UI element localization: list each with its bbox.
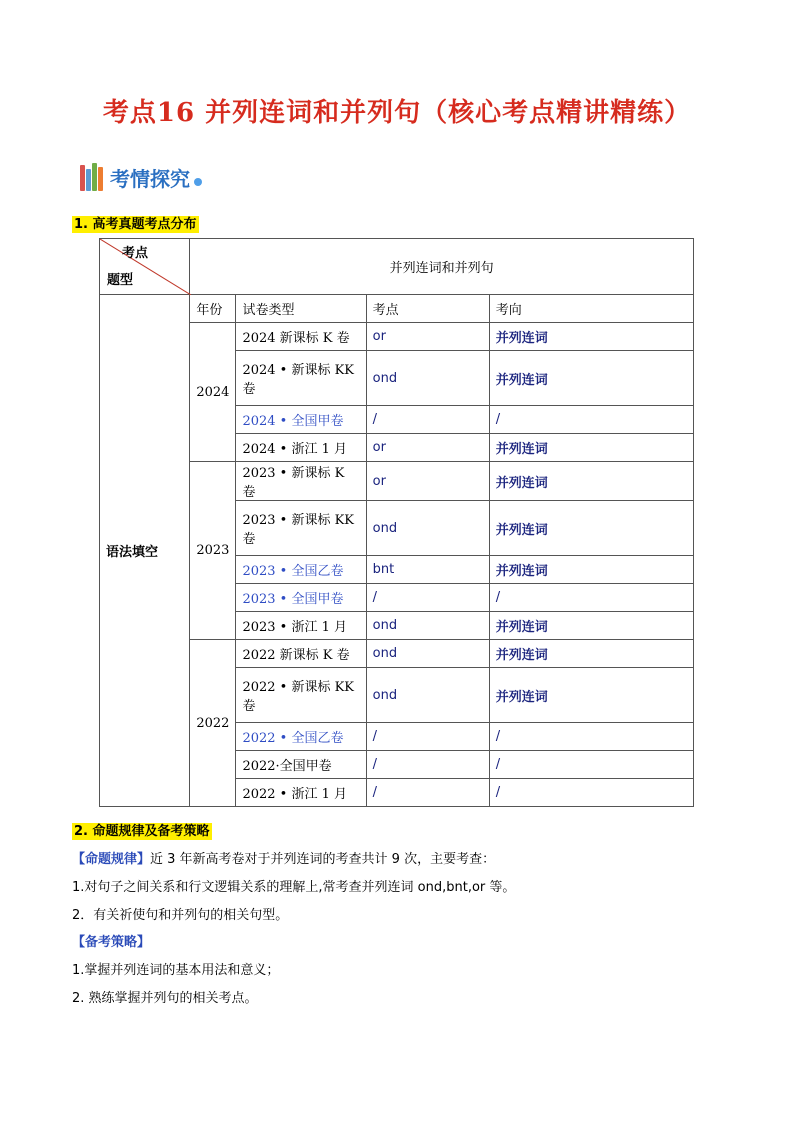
year-cell: 2022 — [190, 640, 236, 807]
strategy-item-2: 2. 熟练掌握并列句的相关考点。 — [72, 991, 258, 1006]
direction-cell: / — [489, 751, 693, 779]
paper-cell: 2023 • 新课标 KK 卷 — [236, 501, 366, 556]
dot-icon — [194, 178, 202, 186]
paper-cell: 2022·全国甲卷 — [236, 751, 366, 779]
paper-cell: 2022 • 全国乙卷 — [236, 723, 366, 751]
direction-cell: 并列连词 — [489, 640, 693, 668]
paper-cell: 2024 • 全国甲卷 — [236, 406, 366, 434]
point-cell: / — [366, 406, 489, 434]
direction-cell: 并列连词 — [489, 323, 693, 351]
point-cell: / — [366, 751, 489, 779]
paper-cell: 2023 • 新课标 K 卷 — [236, 462, 366, 501]
column-paper-header: 试卷类型 — [236, 295, 366, 323]
point-cell: / — [366, 723, 489, 751]
topic-cell: 并列连词和并列句 — [190, 239, 694, 295]
point-cell: or — [366, 462, 489, 501]
section-2-heading: 2. 命题规律及备考策略 — [74, 824, 210, 839]
rule-text: 近 3 年新高考卷对于并列连词的考查共计 9 次，主要考查： — [150, 852, 496, 867]
direction-cell: / — [489, 723, 693, 751]
paper-cell: 2022 新课标 K 卷 — [236, 640, 366, 668]
paper-cell: 2023 • 全国乙卷 — [236, 556, 366, 584]
table-header-row — [100, 239, 694, 295]
page-title: 考点16 并列连词和并列句（核心考点精讲精练） — [102, 98, 692, 128]
direction-cell: / — [489, 779, 693, 807]
diagonal-header-cell — [100, 239, 190, 295]
column-year-header: 年份 — [190, 295, 236, 323]
direction-cell: 并列连词 — [489, 668, 693, 723]
rule-item-2: 2．有关祈使句和并列句的相关句型。 — [72, 908, 289, 923]
paper-cell: 2024 • 新课标 KK 卷 — [236, 351, 366, 406]
paper-cell: 2024 • 浙江 1 月 — [236, 434, 366, 462]
section-header — [80, 160, 202, 194]
year-cell: 2024 — [190, 323, 236, 462]
point-cell: or — [366, 323, 489, 351]
direction-cell: 并列连词 — [489, 501, 693, 556]
direction-cell: / — [489, 406, 693, 434]
column-direction-header: 考向 — [489, 295, 693, 323]
strategy-item-1: 1.掌握并列连词的基本用法和意义； — [72, 963, 280, 978]
point-cell: / — [366, 779, 489, 807]
point-cell: or — [366, 434, 489, 462]
direction-cell: / — [489, 584, 693, 612]
diag-bottom-label: 题型 — [107, 273, 134, 288]
rule-item-1: 1.对句子之间关系和行文逻辑关系的理解上,常考查并列连词 ond,bnt,or 等。 — [72, 880, 516, 895]
paper-cell: 2022 • 浙江 1 月 — [236, 779, 366, 807]
paper-cell: 2022 • 新课标 KK 卷 — [236, 668, 366, 723]
column-header-row — [100, 295, 694, 323]
direction-cell: 并列连词 — [489, 612, 693, 640]
point-cell: ond — [366, 668, 489, 723]
direction-cell: 并列连词 — [489, 434, 693, 462]
section-header-label: 考情探究 — [110, 166, 190, 191]
direction-cell: 并列连词 — [489, 351, 693, 406]
direction-cell: 并列连词 — [489, 556, 693, 584]
diag-top-label: 考点 — [122, 246, 149, 261]
year-cell: 2023 — [190, 462, 236, 640]
point-cell: ond — [366, 640, 489, 668]
exam-distribution-table — [99, 238, 694, 807]
section-1-heading: 1. 高考真题考点分布 — [74, 217, 197, 232]
rule-paragraph — [72, 848, 495, 867]
strategy-label: 【备考策略】 — [72, 935, 151, 950]
paper-cell: 2023 • 浙江 1 月 — [236, 612, 366, 640]
books-icon — [80, 163, 104, 191]
point-cell: ond — [366, 351, 489, 406]
paper-cell: 2024 新课标 K 卷 — [236, 323, 366, 351]
question-type-cell: 语法填空 — [100, 295, 190, 807]
point-cell: bnt — [366, 556, 489, 584]
point-cell: ond — [366, 612, 489, 640]
rule-label: 【命题规律】 — [72, 852, 151, 867]
paper-cell: 2023 • 全国甲卷 — [236, 584, 366, 612]
column-point-header: 考点 — [366, 295, 489, 323]
point-cell: ond — [366, 501, 489, 556]
point-cell: / — [366, 584, 489, 612]
direction-cell: 并列连词 — [489, 462, 693, 501]
